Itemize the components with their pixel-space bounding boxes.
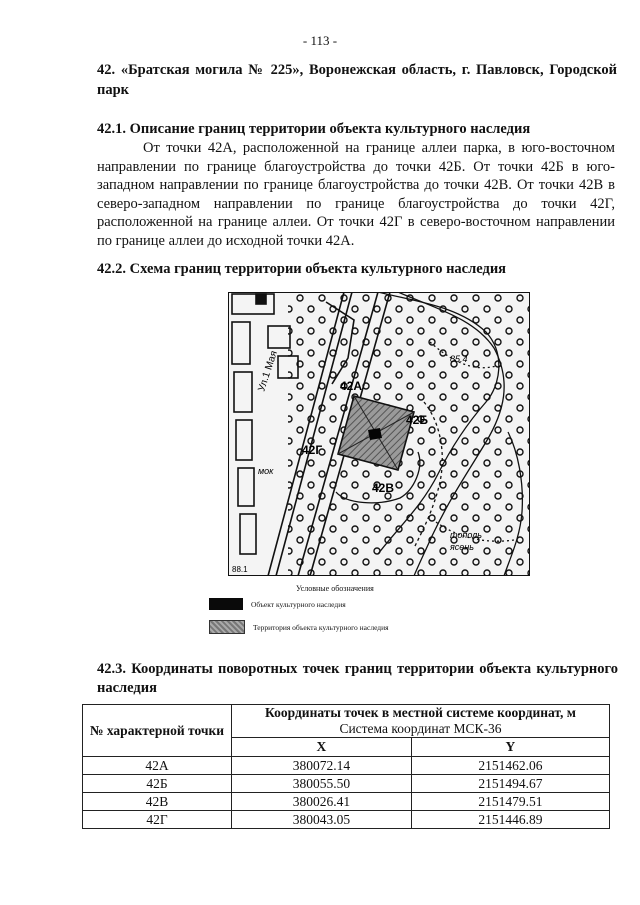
x-cell: 380026.41 [232, 793, 412, 811]
label-42b: 42Б [406, 413, 428, 427]
legend-swatch-territory [209, 620, 245, 634]
table-row [83, 757, 610, 775]
legend-title: Условные обозначения [296, 584, 374, 593]
heritage-object [368, 428, 382, 440]
street-label: Ул.1 Мая [256, 349, 280, 393]
coordinates-table [82, 704, 610, 829]
section-1-title: 42.1. Описание границ территории объекта культурного наследия [97, 121, 531, 137]
col-coords-title: Координаты точек в местной системе координат, м [265, 705, 576, 720]
document-heading: 42. «Братская могила № 225», Воронежская область, г. Павловск, Городской парк [97, 62, 617, 98]
table-row [83, 775, 610, 793]
point-cell: 42В [83, 793, 232, 811]
boundary-map [228, 292, 530, 576]
col-point-header: № характерной точки [83, 705, 232, 757]
map-drawing [228, 292, 530, 576]
x-cell: 380055.50 [232, 775, 412, 793]
table-row [83, 793, 610, 811]
label-42g: 42Г [302, 443, 323, 457]
y-cell: 2151494.67 [411, 775, 609, 793]
section-2-title: 42.2. Схема границ территории объекта культурного наследия [97, 261, 507, 277]
x-cell: 380043.05 [232, 811, 412, 829]
legend-item-object [209, 598, 346, 610]
section-3-title: 42.3. Координаты поворотных точек границ территории объекта культурного наследия [97, 661, 618, 696]
point-cell: 42Г [83, 811, 232, 829]
legend-label-territory: Территория объекта культурного наследия [253, 622, 389, 632]
x-header: X [232, 738, 412, 757]
y-cell: 2151462.06 [411, 757, 609, 775]
legend-item-territory [209, 620, 389, 634]
y-header: Y [411, 738, 609, 757]
page-number: - 113 - [302, 33, 338, 48]
x-cell: 380072.14 [232, 757, 412, 775]
tree-label-topol: тополь [450, 530, 482, 540]
point-cell: 42А [83, 757, 232, 775]
table-row [83, 811, 610, 829]
point-cell: 42Б [83, 775, 232, 793]
y-cell: 2151446.89 [411, 811, 609, 829]
spot-height: 88.1 [232, 565, 248, 574]
legend-swatch-object [209, 598, 243, 610]
label-42a: 42А [340, 379, 363, 393]
tree-label-yasen: ясень [450, 542, 474, 552]
label-mokh: мок [258, 466, 274, 476]
elevation-label: 85.4 [450, 354, 468, 364]
col-coords-subtitle: Система координат МСК-36 [339, 721, 502, 736]
label-42v: 42В [372, 481, 395, 495]
boundary-description: От точки 42А, расположенной на границе аллеи парка, в юго-восточном направлении по границе благоустройства до точки 42Б. От точки 42Б в юго-западном направлении по границе благоустройства до точки 42В. От точки 42В в северо-западном направлении по границе благоустройства до точки 42Г, расположенной на границе аллеи. От точки 42Г в северо-восточном направлении по границе аллеи до исходной точки 42А. [97, 140, 615, 249]
legend-label-object: Объект культурного наследия [251, 599, 346, 609]
y-cell: 2151479.51 [411, 793, 609, 811]
col-coords-header [232, 705, 610, 738]
